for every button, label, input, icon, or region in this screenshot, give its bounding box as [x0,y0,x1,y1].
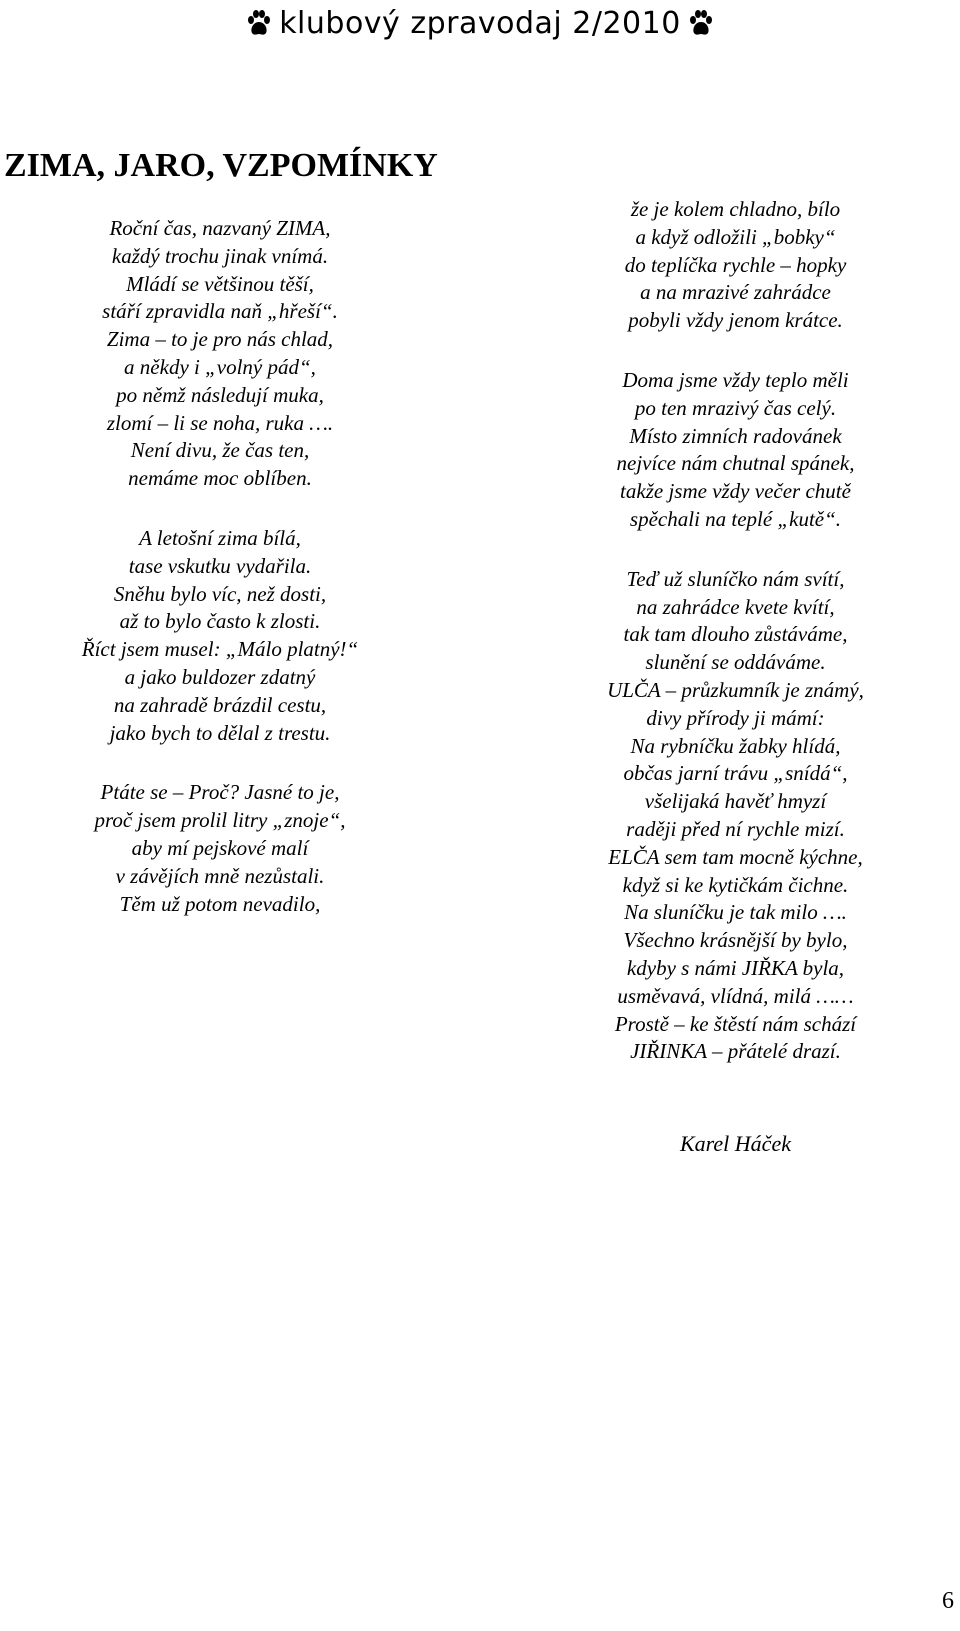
poem-line: po ten mrazivý čas celý. [634,395,837,420]
poem-line: Ptáte se – Proč? Jasné to je, [100,780,340,805]
poem-line: Sněhu bylo víc, než dosti, [113,581,327,606]
poem-line: všelijaká havěť hmyzí [644,789,827,814]
poem-line: raději před ní rychle mizí. [626,816,845,841]
paw-print-icon [687,9,715,45]
poem-stanza [30,779,410,918]
poem-line: v závějích mně nezůstali. [115,863,325,888]
poem-line: spěchali na teplé „kutě“. [629,506,842,531]
poem-line: Mládí se většinou těší, [126,271,314,296]
poem-stanza [30,215,410,493]
poem-line: Říct jsem musel: „Málo platný!“ [81,637,359,662]
poem-line: aby mí pejskové malí [131,835,309,860]
poem-line: Zima – to je pro nás chlad, [106,327,334,352]
poem-line: Všechno krásnější by bylo, [623,928,848,953]
poem-line: Teď už sluníčko nám svítí, [626,566,845,591]
poem-line: po němž následují muka, [116,382,324,407]
poem-line: až to bylo často k zlosti. [119,609,321,634]
poem-author: Karel Háček [680,1131,791,1156]
poem-line: JIŘINKA – přátelé drazí. [630,1039,841,1064]
poem-line: A letošní zima bílá, [139,525,301,550]
poem-line: do teplíčka rychle – hopky [624,252,847,277]
poem-line: tak tam dlouho zůstáváme, [623,622,848,647]
poem-line: Prostě – ke štěstí nám schází [614,1011,857,1036]
poem-line: Není divu, že čas ten, [130,438,310,463]
poem-line: divy přírody ji mámí: [646,705,825,730]
poem-line: Roční čas, nazvaný ZIMA, [109,216,331,240]
poem-line: Doma jsme vždy teplo měli [622,367,849,392]
header-text: klubový zpravodaj 2/2010 [279,6,681,41]
poem-left-column [30,215,410,950]
poem-line: občas jarní trávu „snídá“, [623,761,848,786]
poem-line: proč jsem prolil litry „znoje“, [94,808,346,833]
poem-line: a jako buldozer zdatný [124,664,316,689]
poem-line: Těm už potom nevadilo, [119,891,321,916]
page-number: 6 [942,1588,954,1614]
poem-line: Na rybníčku žabky hlídá, [630,733,841,758]
poem-right-column [548,196,923,1098]
poem-title: ZIMA, JARO, VZPOMÍNKY [4,147,438,184]
poem-line: nemáme moc oblíben. [128,466,312,491]
paw-print-icon [245,9,273,45]
poem-line: na zahrádce kvete kvítí, [636,594,835,619]
poem-line: nejvíce nám chutnal spánek, [616,451,855,476]
poem-line: tase vskutku vydařila. [128,553,312,578]
poem-line: a když odložili „bobky“ [635,224,836,249]
poem-stanza [30,525,410,747]
poem-line: usměvavá, vlídná, milá …… [617,983,854,1008]
poem-line: a někdy i „volný pád“, [124,354,316,379]
poem-stanza [548,196,923,335]
poem-line: že je kolem chladno, bílo [630,197,841,221]
poem-line: když si ke kytičkám čichne. [622,872,849,897]
poem-line: ELČA sem tam mocně kýchne, [608,844,863,869]
poem-line: na zahradě brázdil cestu, [113,692,327,717]
poem-line: pobyli vždy jenom krátce. [628,308,843,333]
poem-line: jako bych to dělal z trestu. [109,720,331,745]
poem-line: takže jsme vždy večer chutě [620,479,851,504]
poem-stanza [548,367,923,534]
poem-line: Na sluníčku je tak milo …. [624,900,847,925]
newsletter-header [0,6,960,45]
poem-line: slunění se oddáváme. [645,650,826,675]
poem-line: zlomí – li se noha, ruka …. [106,410,334,435]
poem-line: kdyby s námi JIŘKA byla, [626,955,845,980]
poem-line: ULČA – průzkumník je známý, [607,677,864,702]
poem-line: Místo zimních radovánek [629,423,842,448]
poem-line: a na mrazivé zahrádce [640,280,831,305]
poem-stanza [548,566,923,1066]
poem-line: každý trochu jinak vnímá. [111,243,329,268]
poem-line: stáří zpravidla naň „hřeší“. [102,299,338,324]
